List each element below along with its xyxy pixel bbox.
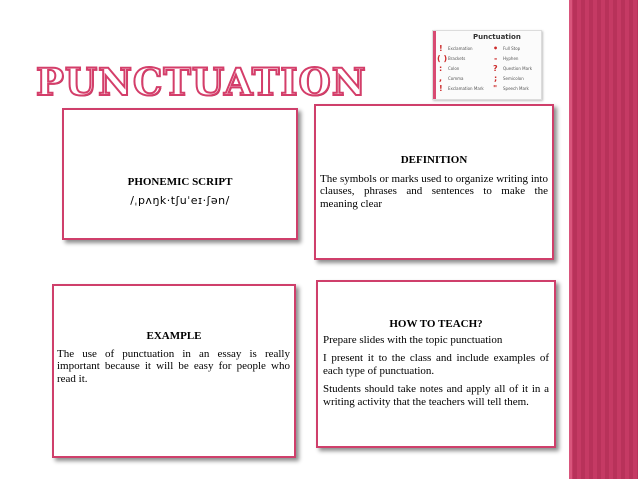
example-card	[52, 284, 296, 458]
definition-text: The symbols or marks used to organize writing into clauses, phrases and sentences to make the meaning clear	[320, 173, 548, 210]
thumb-label: Full Stop	[503, 46, 521, 51]
card-title: DEFINITION	[400, 154, 468, 166]
thumb-glyph: :	[439, 64, 443, 73]
thumb-glyph: ;	[494, 74, 498, 83]
thumb-label: Exclamation	[448, 46, 473, 51]
card-title: PHONEMIC SCRIPT	[127, 176, 233, 188]
thumb-glyph: "	[493, 84, 498, 93]
thumb-label: Hyphen	[503, 56, 519, 61]
slide-title: PUNCTUATION	[36, 60, 367, 104]
thumbnail-title: Punctuation	[473, 33, 521, 41]
how-to-teach-card	[316, 280, 556, 448]
thumb-glyph: ( )	[437, 54, 448, 63]
thumb-label: Exclamation Mark	[448, 86, 484, 91]
phonemic-script-card	[62, 108, 298, 240]
how-to-teach-paragraph: I present it to the class and include examples of each type of punctuation.	[323, 352, 549, 377]
thumb-label: Speech Mark	[503, 86, 529, 91]
decorative-side-stripe	[569, 0, 638, 479]
thumb-label: Question Mark	[503, 66, 533, 71]
card-title: EXAMPLE	[146, 330, 202, 342]
thumb-glyph: !	[439, 84, 443, 93]
thumbnail-accent-bar	[433, 31, 436, 99]
thumb-glyph: !	[439, 44, 443, 53]
definition-card	[314, 104, 554, 260]
thumb-glyph: -	[494, 54, 498, 63]
how-to-teach-text	[323, 334, 549, 414]
thumb-glyph: •	[493, 44, 499, 53]
stripe-edge	[569, 0, 572, 479]
punctuation-thumbnail-image	[432, 30, 542, 100]
thumb-label: Colon	[448, 66, 460, 71]
how-to-teach-paragraph: Prepare slides with the topic punctuation	[323, 334, 503, 346]
thumb-label: Comma	[448, 76, 464, 81]
thumb-glyph: ?	[493, 64, 498, 73]
card-title: HOW TO TEACH?	[389, 318, 483, 330]
thumb-label: Brackets	[448, 56, 466, 61]
thumb-glyph: ,	[439, 74, 443, 83]
example-text: The use of punctuation in an essay is really important because it will be easy for people who read it.	[57, 348, 290, 385]
how-to-teach-paragraph: Students should take notes and apply all of it in a writing activity that the teachers will tell them.	[323, 383, 549, 408]
phonemic-script-text: /ˌpʌŋk·tʃuˈeɪ·ʃən/	[130, 194, 230, 207]
thumb-label: Semicolon	[503, 76, 524, 81]
